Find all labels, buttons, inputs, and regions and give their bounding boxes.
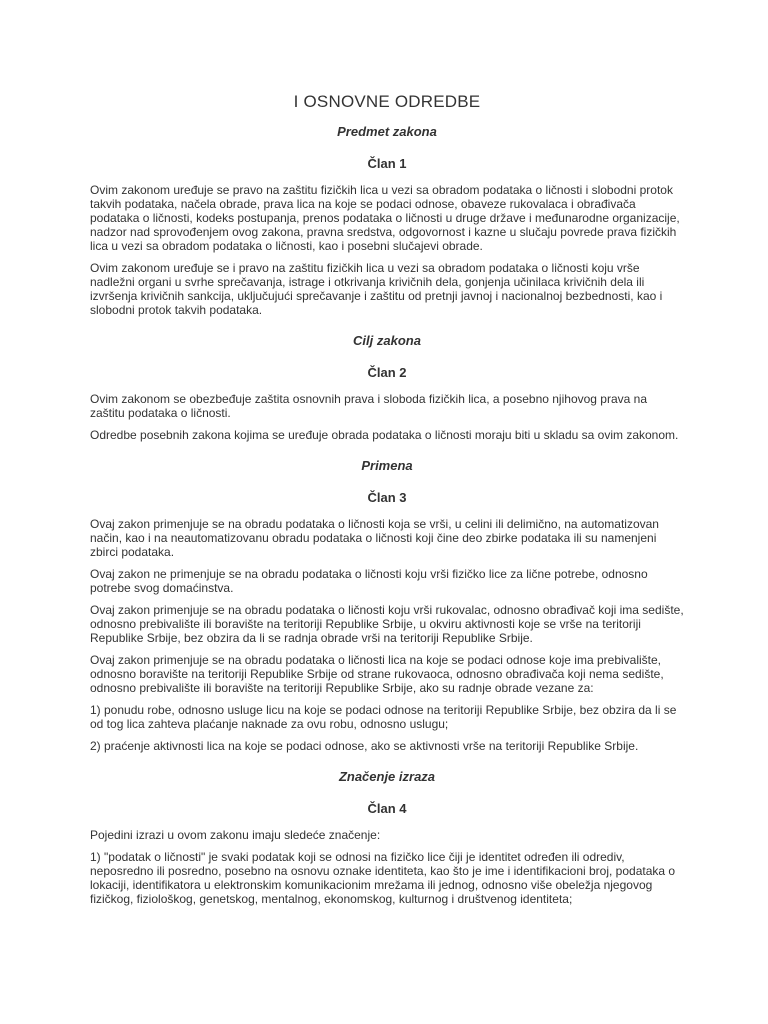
- paragraph: Ovaj zakon primenjuje se na obradu podataka o ličnosti koja se vrši, u celini ili delimično, na automatizovan način, kao i na neautomatizovanu obradu podataka o ličnosti koji čine deo zbirke podataka ili su namenjeni zbirci podataka.: [90, 517, 659, 559]
- section-primena: [90, 458, 684, 753]
- paragraph: Ovim zakonom se obezbeđuje zaštita osnovnih prava i sloboda fizičkih lica, a posebno njihovog prava na zaštitu podataka o ličnosti.: [90, 392, 647, 420]
- paragraph: Odredbe posebnih zakona kojima se uređuje obrada podataka o ličnosti moraju biti u skladu sa ovim zakonom.: [90, 428, 679, 442]
- section-predmet-zakona: [90, 124, 684, 317]
- paragraph: Pojedini izrazi u ovom zakonu imaju sledeće značenje:: [90, 828, 381, 842]
- paragraph: Ovim zakonom uređuje se pravo na zaštitu fizičkih lica u vezi sa obradom podataka o ličnosti i slobodni protok takvih podataka, načela obrade, prava lica na koje se podaci odnose, obaveze rukovalaca i obrađivača podataka o ličnosti, kodeks postupanja, prenos podataka o ličnosti u druge države i međunarodne organizacije, nadzor nad sprovođenjem ovog zakona, pravna sredstva, odgovornost i kazne u slučaju povrede prava fizičkih lica u vezi sa obradom podataka o ličnosti, kao i posebni slučajevi obrade.: [90, 183, 680, 253]
- article-heading: Član 3: [367, 490, 407, 505]
- section-heading: Značenje izraza: [338, 769, 436, 784]
- paragraph: Ovaj zakon ne primenjuje se na obradu podataka o ličnosti koju vrši fizičko lice za lične potrebe, odnosno potrebe svog domaćinstva.: [90, 567, 648, 595]
- section-heading: Primena: [361, 458, 413, 473]
- document-page: [90, 92, 684, 914]
- paragraph: Ovaj zakon primenjuje se na obradu podataka o ličnosti lica na koje se podaci odnose koje ima prebivalište, odnosno boravište na teritoriji Republike Srbije od strane rukovaoca, odnosno obrađivača koji nema sedište, odnosno prebivalište ili boravište na teritoriji Republike Srbije, ako su radnje obrade vezane za:: [90, 653, 664, 695]
- section-cilj-zakona: [90, 333, 684, 442]
- article-heading: Član 1: [367, 156, 407, 171]
- article-heading: Član 4: [367, 801, 407, 816]
- document-title: I OSNOVNE ODREDBE: [293, 92, 481, 111]
- section-heading: Predmet zakona: [337, 124, 437, 139]
- section-znacenje-izraza: [90, 769, 684, 906]
- paragraph: Ovim zakonom uređuje se i pravo na zaštitu fizičkih lica u vezi sa obradom podataka o ličnosti koju vrše nadležni organi u svrhe sprečavanja, istrage i otkrivanja krivičnih dela, gonjenja učinilaca krivičnih dela ili izvršenja krivičnih sankcija, uključujući sprečavanje i zaštitu od pretnji javnoj i nacionalnoj bezbednosti, kao i slobodni protok takvih podataka.: [90, 261, 663, 317]
- paragraph: 2) praćenje aktivnosti lica na koje se podaci odnose, ako se aktivnosti vrše na teritoriji Republike Srbije.: [90, 739, 639, 753]
- paragraph: 1) "podatak o ličnosti" je svaki podatak koji se odnosi na fizičko lice čiji je identitet određen ili odrediv, neposredno ili posredno, posebno na osnovu oznake identiteta, kao što je ime i identifikacioni broj, podataka o lokaciji, identifikatora u elektronskim komunikacionim mrežama ili jednog, odnosno više obeležja njegovog fizičkog, fiziološkog, genetskog, mentalnog, ekonomskog, kulturnog i društvenog identiteta;: [90, 850, 676, 906]
- paragraph: Ovaj zakon primenjuje se na obradu podataka o ličnosti koju vrši rukovalac, odnosno obrađivač koji ima sedište, odnosno prebivalište ili boravište na teritoriji Republike Srbije, u okviru aktivnosti koje se vrše na teritoriji Republike Srbije, bez obzira da li se radnja obrade vrši na teritoriji Republike Srbije.: [90, 603, 684, 645]
- section-heading: Cilj zakona: [353, 333, 421, 348]
- article-heading: Član 2: [367, 365, 407, 380]
- paragraph: 1) ponudu robe, odnosno usluge licu na koje se podaci odnose na teritoriji Republike Srbije, bez obzira da li se od tog lica zahteva plaćanje naknade za ovu robu, odnosno uslugu;: [90, 703, 677, 731]
